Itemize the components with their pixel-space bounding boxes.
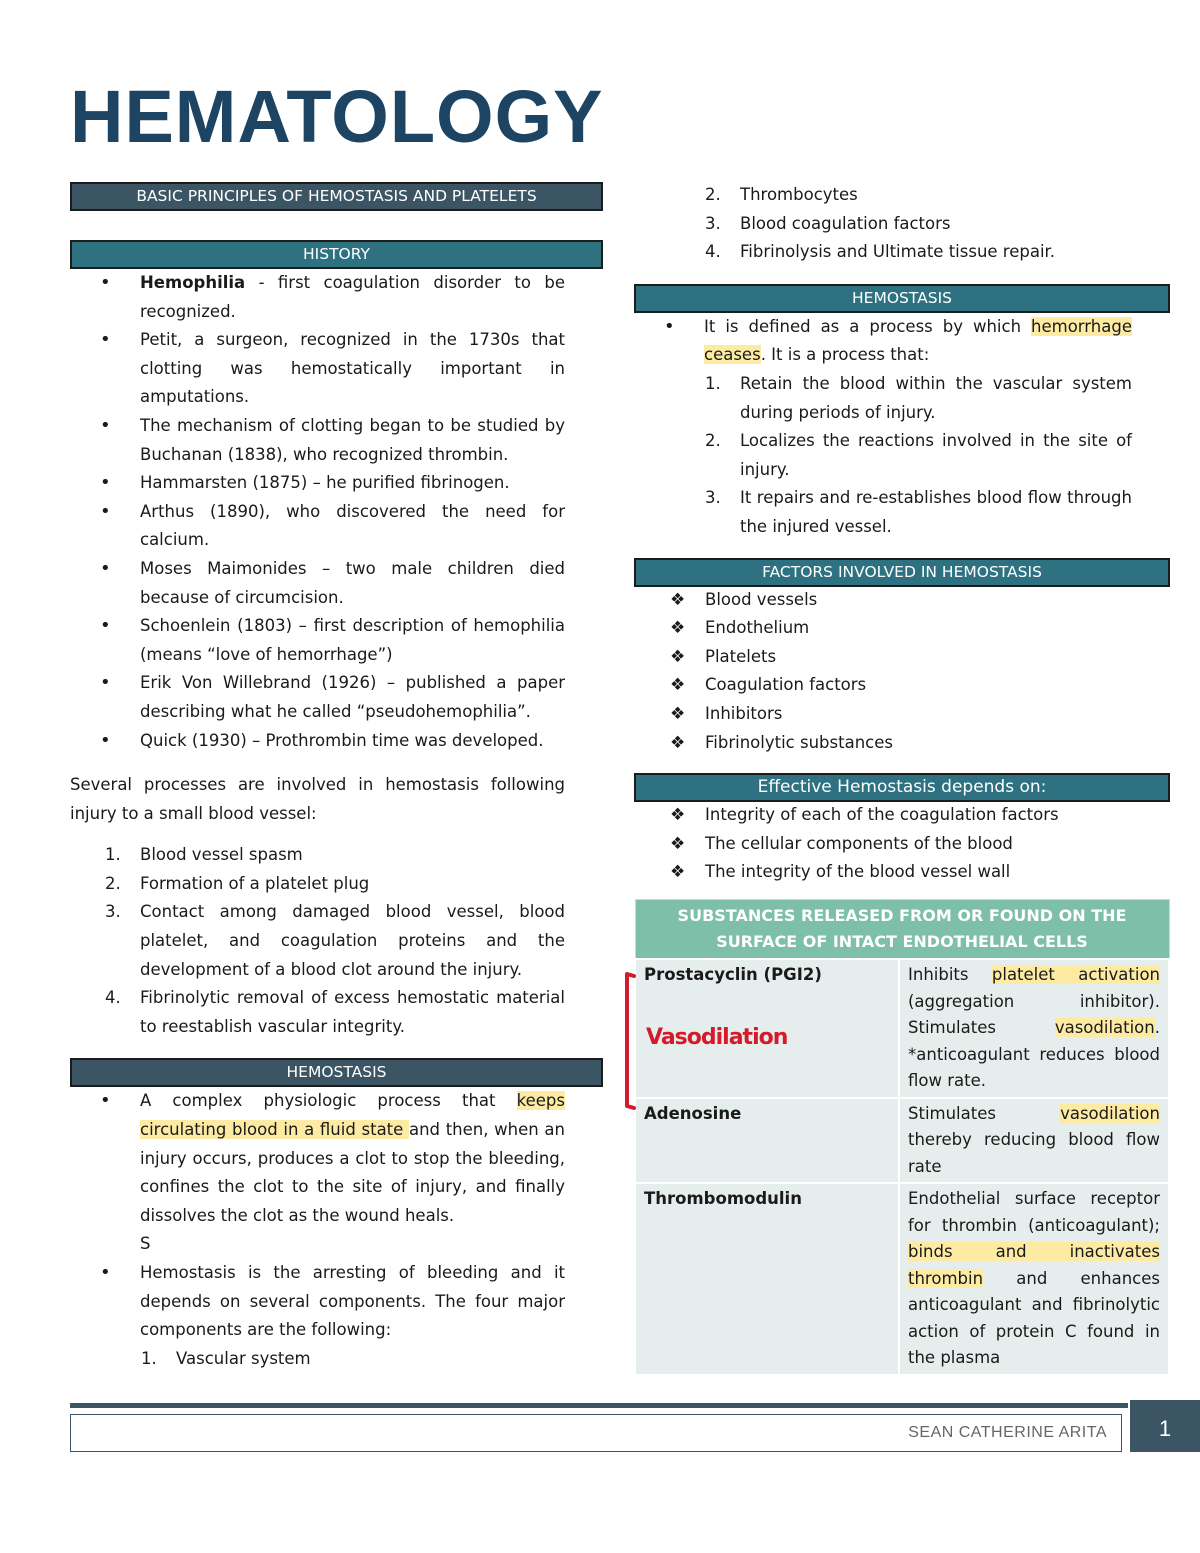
history-item [70,469,603,498]
highlight: vasodilation [1060,1103,1160,1123]
history-item [70,669,603,726]
history-item-text: - first coagulation disorder to be recognized. [140,273,565,321]
item-text: Retain the blood within the vascular system during periods of injury. [740,373,1132,422]
author-name: SEAN CATHERINE ARITA [908,1424,1107,1441]
history-item-text: Erik Von Willebrand (1926) – published a paper describing what he called “pseudohemophilia”. [140,673,565,721]
effective-header: Effective Hemostasis depends on: [634,773,1170,802]
item-number: 1. [705,373,721,393]
page-number: 1 [1130,1400,1200,1452]
diamond-bullet-icon: ❖ [670,618,686,639]
handwritten-annotation: Vasodilation [646,1024,788,1050]
table-header: SUBSTANCES RELEASED FROM OR FOUND ON THE SURFACE OF INTACT ENDOTHELIAL CELLS [635,900,1169,960]
substances-table [634,899,1170,1376]
history-item-text: Petit, a surgeon, recognized in the 1730s that clotting was hemostatically important in amputations. [140,330,565,407]
history-list [70,269,603,755]
numbered-item [634,210,1170,239]
highlight: binds and inactivates thrombin [908,1242,1160,1288]
diamond-item [634,614,1170,643]
history-header: HISTORY [70,240,603,269]
item-text: Blood coagulation factors [740,213,951,233]
table-cell-value: Stimulates vasodilation thereby reducing blood flow rate [899,1098,1169,1184]
item-number: 3. [705,488,721,508]
diamond-item [634,858,1170,887]
hemostasis-header-left: HEMOSTASIS [70,1058,603,1087]
diamond-item [634,586,1170,615]
item-text: Platelets [705,646,777,666]
factors-header: FACTORS INVOLVED IN HEMOSTASIS [634,558,1170,587]
diamond-item [634,643,1170,672]
hemostasis-header-right: HEMOSTASIS [634,284,1170,313]
item-number: 2. [705,431,721,451]
item-text: Formation of a platelet plug [140,873,370,893]
page-title: HEMATOLOGY [70,75,604,158]
highlight: platelet activation [991,965,1160,984]
history-item [70,269,603,326]
item-number: 2. [105,873,121,893]
component-item: 1. Vascular system [141,1348,311,1368]
history-item [70,612,603,669]
diamond-bullet-icon: ❖ [670,589,686,610]
history-item [70,326,603,412]
numbered-item [70,841,603,870]
diamond-bullet-icon: ❖ [670,675,686,696]
history-item-text: Moses Maimonides – two male children died because of circumcision. [140,558,565,607]
item-text: It repairs and re-establishes blood flow through the injured vessel. [740,488,1132,536]
history-item-bold: Hemophilia [140,273,246,292]
diamond-item [634,830,1170,859]
item-number: 3. [705,213,721,233]
item-text: Coagulation factors [705,675,867,695]
numbered-item [634,181,1170,210]
item-number: 2. [705,185,721,204]
item-text: Contact among damaged blood vessel, blood platelet, and coagulation proteins and the development of a blood clot around the injury. [140,902,565,979]
history-item [70,412,603,469]
processes-intro: Several processes are involved in hemostasis following injury to a small blood vessel: [70,775,565,823]
history-item-text: Quick (1930) – Prothrombin time was developed. [140,730,544,750]
history-item-text: Hammarsten (1875) – he purified fibrinogen. [140,473,510,493]
footer [70,1414,1122,1452]
diamond-item [634,671,1170,700]
item-text: The cellular components of the blood [705,833,1013,853]
item-text: Localizes the reactions involved in the site of injury. [740,431,1132,479]
definition-items [634,370,1170,542]
item-text: Endothelium [705,618,810,638]
factors-list [634,586,1170,758]
item-text: Fibrinolysis and Ultimate tissue repair. [740,242,1056,262]
effective-list [634,801,1170,887]
list-item: • It is defined as a process by which hemorrhage ceases. It is a process that: [634,313,1132,370]
numbered-item [634,427,1132,484]
hemostasis-list-left [70,1087,603,1344]
history-item [70,555,603,612]
item-number: 4. [105,988,121,1008]
item-text: Fibrinolytic substances [705,732,893,752]
history-item-text: The mechanism of clotting began to be studied by Buchanan (1838), who recognized thrombin. [140,415,565,464]
item-number: 4. [705,242,721,262]
hemostasis-definition [634,313,1170,370]
numbered-item [634,484,1132,541]
item-text: Thrombocytes [740,185,858,204]
diamond-item [634,700,1170,729]
table-cell-key: Thrombomodulin [635,1183,899,1375]
numbered-item [634,238,1170,267]
numbered-item [70,870,603,899]
left-column [70,182,603,1373]
item-text: Blood vessels [705,589,818,609]
table-cell-key: Prostacyclin (PGI2) Vasodilation [635,959,899,1098]
numbered-item [70,898,603,984]
numbered-item [634,370,1132,427]
item-text: Blood vessel spasm [140,845,303,865]
table-cell-value: Inhibits platelet activation (aggregation inhibitor). Stimulates vasodilation. *anticoagulant reduces blood flow rate. [899,959,1169,1098]
item-number: 1. [105,845,121,865]
item-number: 3. [105,902,121,922]
red-bracket-annotation [618,970,642,1115]
diamond-bullet-icon: ❖ [670,732,686,753]
history-item [70,727,603,756]
table-row [635,959,1169,1098]
diamond-bullet-icon: ❖ [670,862,686,883]
item-text: Integrity of each of the coagulation factors [705,805,1059,825]
diamond-bullet-icon: ❖ [670,805,686,826]
item-text: Inhibitors [705,703,783,723]
history-item-text: Arthus (1890), who discovered the need for calcium. [140,501,565,550]
numbered-item [70,984,603,1041]
table-cell-key: Adenosine [635,1098,899,1184]
diamond-bullet-icon: ❖ [670,703,686,724]
processes-list [70,841,603,1041]
footer-rule [70,1403,1128,1408]
history-item [70,498,603,555]
history-item-text: Schoenlein (1803) – first description of hemophilia (means “love of hemorrhage”) [140,616,565,664]
list-item: • A complex physiologic process that keeps circulating blood in a fluid state and then, when an injury occurs, produces a clot to stop the bleeding, confines the clot to the site of injury, and finally dissolves the clot as the wound heals. S [70,1087,603,1259]
diamond-bullet-icon: ❖ [670,833,686,854]
diamond-item [634,729,1170,758]
components-list [634,181,1170,267]
right-column [634,182,1170,887]
diamond-bullet-icon: ❖ [670,646,686,667]
table-row [635,1183,1169,1375]
highlight: vasodilation [1054,1018,1155,1037]
table-cell-value: Endothelial surface receptor for thrombin (anticoagulant); binds and inactivates thrombin and enhances anticoagulant and fibrinolytic action of protein C found in the plasma [899,1183,1169,1375]
list-item: • Hemostasis is the arresting of bleeding and it depends on several components. The four major components are the following: [70,1259,603,1345]
item-text: Fibrinolytic removal of excess hemostatic material to reestablish vascular integrity. [140,988,565,1036]
highlight: hemorrhage ceases [704,316,1132,365]
table-row [635,1098,1169,1184]
section-header: BASIC PRINCIPLES OF HEMOSTASIS AND PLATELETS [70,182,603,211]
item-text: The integrity of the blood vessel wall [705,862,1011,882]
highlight: keeps circulating blood in a fluid state [140,1091,565,1140]
diamond-item [634,801,1170,830]
